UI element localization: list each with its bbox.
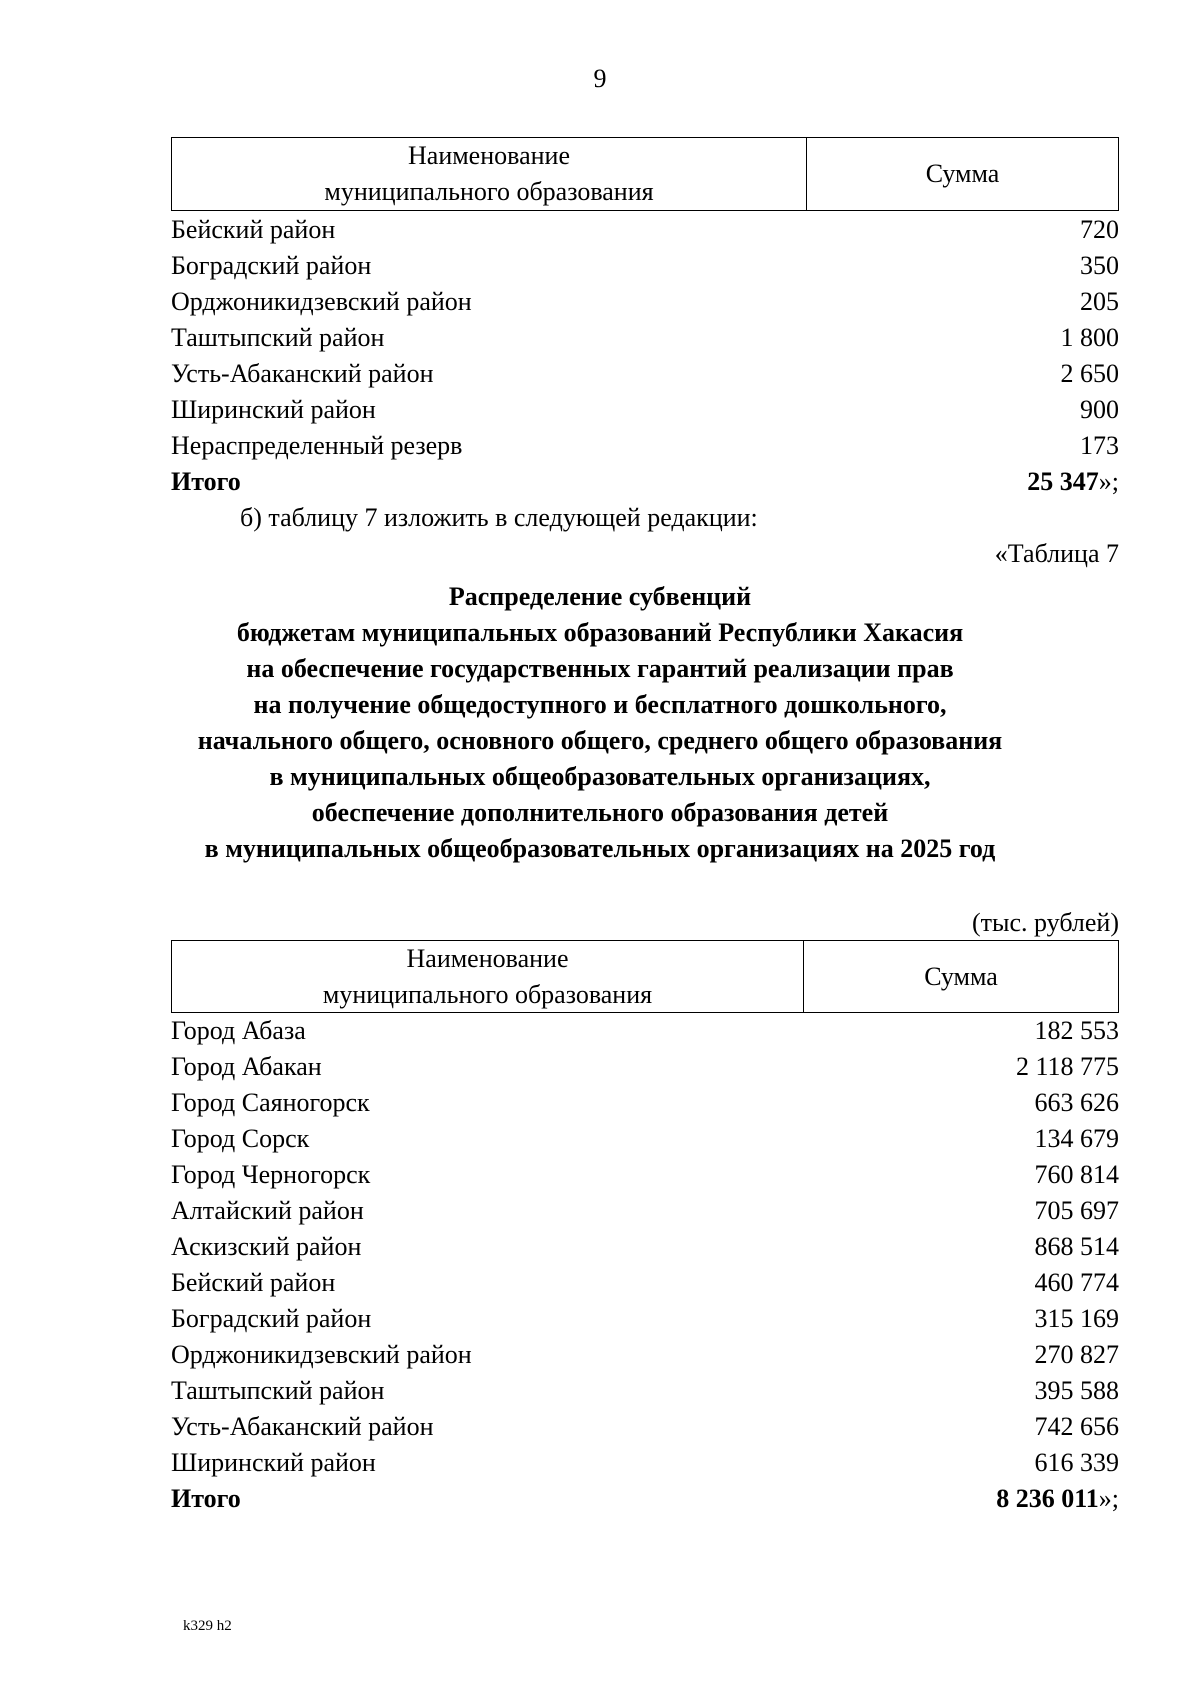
row-value: 720 bbox=[1080, 215, 1119, 244]
table-row bbox=[171, 1409, 1119, 1445]
row-value: 134 679 bbox=[1034, 1124, 1119, 1153]
row-value: 460 774 bbox=[1034, 1268, 1119, 1297]
table-row bbox=[171, 356, 1119, 392]
instruction-paragraph: б) таблицу 7 изложить в следующей редакции: bbox=[240, 503, 758, 532]
header-name-line2: муниципального образования bbox=[322, 980, 653, 1009]
title-line: в муниципальных общеобразовательных организациях на 2025 год bbox=[204, 834, 996, 863]
row-value: 315 169 bbox=[1034, 1304, 1119, 1333]
document-code: k329 h2 bbox=[183, 1618, 232, 1634]
table7-label: «Таблица 7 bbox=[994, 539, 1119, 568]
row-name: Город Абаза bbox=[171, 1016, 306, 1045]
table-row bbox=[171, 1337, 1119, 1373]
row-value: 616 339 bbox=[1034, 1448, 1119, 1477]
row-value: 663 626 bbox=[1034, 1088, 1119, 1117]
row-name: Усть-Абаканский район bbox=[171, 359, 434, 388]
row-name: Город Черногорск bbox=[171, 1160, 371, 1189]
row-value: 705 697 bbox=[1034, 1196, 1119, 1225]
total-suffix: »; bbox=[1098, 467, 1119, 496]
row-name: Таштыпский район bbox=[171, 1376, 385, 1405]
table7-title bbox=[0, 579, 1200, 867]
row-value: 2 118 775 bbox=[1015, 1052, 1119, 1081]
table-row bbox=[171, 212, 1119, 248]
total-value: 25 347 bbox=[1027, 467, 1099, 496]
total-label: Итого bbox=[171, 1484, 241, 1513]
table6-total-row bbox=[171, 464, 1119, 500]
row-name: Город Абакан bbox=[171, 1052, 322, 1081]
total-value-wrap bbox=[1027, 464, 1119, 500]
row-name: Ширинский район bbox=[171, 1448, 376, 1477]
row-name: Нераспределенный резерв bbox=[171, 431, 463, 460]
header-name-line2: муниципального образования bbox=[324, 177, 654, 206]
table7-body bbox=[171, 1013, 1119, 1517]
total-value-wrap bbox=[996, 1481, 1119, 1517]
table-row bbox=[171, 1013, 1119, 1049]
table-row bbox=[171, 248, 1119, 284]
row-value: 182 553 bbox=[1034, 1016, 1119, 1045]
table7-header-sum: Сумма bbox=[924, 961, 998, 991]
page-number: 9 bbox=[593, 64, 607, 93]
row-value: 742 656 bbox=[1034, 1412, 1119, 1441]
title-line: на получение общедоступного и бесплатного дошкольного, bbox=[253, 690, 947, 719]
row-value: 350 bbox=[1080, 251, 1119, 280]
units-label: (тыс. рублей) bbox=[971, 908, 1119, 937]
row-name: Бейский район bbox=[171, 1268, 336, 1297]
row-name: Бейский район bbox=[171, 215, 336, 244]
total-suffix: »; bbox=[1098, 1484, 1119, 1513]
row-name: Алтайский район bbox=[171, 1196, 364, 1225]
table7-total-row bbox=[171, 1481, 1119, 1517]
row-name: Город Сорск bbox=[171, 1124, 310, 1153]
row-name: Боградский район bbox=[171, 251, 372, 280]
row-name: Орджоникидзевский район bbox=[171, 287, 472, 316]
row-name: Аскизский район bbox=[171, 1232, 362, 1261]
row-value: 2 650 bbox=[1060, 359, 1119, 388]
table-row bbox=[171, 1301, 1119, 1337]
row-name: Таштыпский район bbox=[171, 323, 385, 352]
table-row bbox=[171, 1121, 1119, 1157]
table6-body bbox=[171, 212, 1119, 500]
row-value: 900 bbox=[1080, 395, 1119, 424]
table6-header-name bbox=[172, 138, 807, 210]
table-row bbox=[171, 1445, 1119, 1481]
row-value: 395 588 bbox=[1034, 1376, 1119, 1405]
total-value: 8 236 011 bbox=[996, 1484, 1099, 1513]
row-value: 173 bbox=[1080, 431, 1119, 460]
row-name: Боградский район bbox=[171, 1304, 372, 1333]
row-value: 1 800 bbox=[1060, 323, 1119, 352]
row-name: Усть-Абаканский район bbox=[171, 1412, 434, 1441]
table7-header bbox=[171, 940, 1119, 1013]
title-line: бюджетам муниципальных образований Республики Хакасия bbox=[236, 618, 964, 647]
row-name: Ширинский район bbox=[171, 395, 376, 424]
row-value: 270 827 bbox=[1034, 1340, 1119, 1369]
total-label: Итого bbox=[171, 467, 241, 496]
title-line: начального общего, основного общего, среднего общего образования bbox=[197, 726, 1003, 755]
table-row bbox=[171, 428, 1119, 464]
table-row bbox=[171, 284, 1119, 320]
table-row bbox=[171, 392, 1119, 428]
row-value: 760 814 bbox=[1034, 1160, 1119, 1189]
title-line: в муниципальных общеобразовательных организациях, bbox=[269, 762, 931, 791]
table-row bbox=[171, 1265, 1119, 1301]
title-line: Распределение субвенций bbox=[448, 582, 752, 611]
header-name-line1: Наименование bbox=[408, 141, 570, 170]
table7-header-name bbox=[172, 941, 804, 1012]
table-row bbox=[171, 1193, 1119, 1229]
table6-header-sum: Сумма bbox=[925, 159, 1000, 188]
table-row bbox=[171, 320, 1119, 356]
table-row bbox=[171, 1229, 1119, 1265]
title-line: на обеспечение государственных гарантий реализации прав bbox=[246, 654, 954, 683]
row-name: Город Саяногорск bbox=[171, 1088, 370, 1117]
table-row bbox=[171, 1085, 1119, 1121]
table-row bbox=[171, 1373, 1119, 1409]
header-name-line1: Наименование bbox=[406, 944, 569, 973]
row-name: Орджоникидзевский район bbox=[171, 1340, 472, 1369]
table-row bbox=[171, 1157, 1119, 1193]
row-value: 205 bbox=[1080, 287, 1119, 316]
table6-header bbox=[171, 137, 1119, 211]
title-line: обеспечение дополнительного образования детей bbox=[311, 798, 889, 827]
row-value: 868 514 bbox=[1034, 1232, 1119, 1261]
table-row bbox=[171, 1049, 1119, 1085]
